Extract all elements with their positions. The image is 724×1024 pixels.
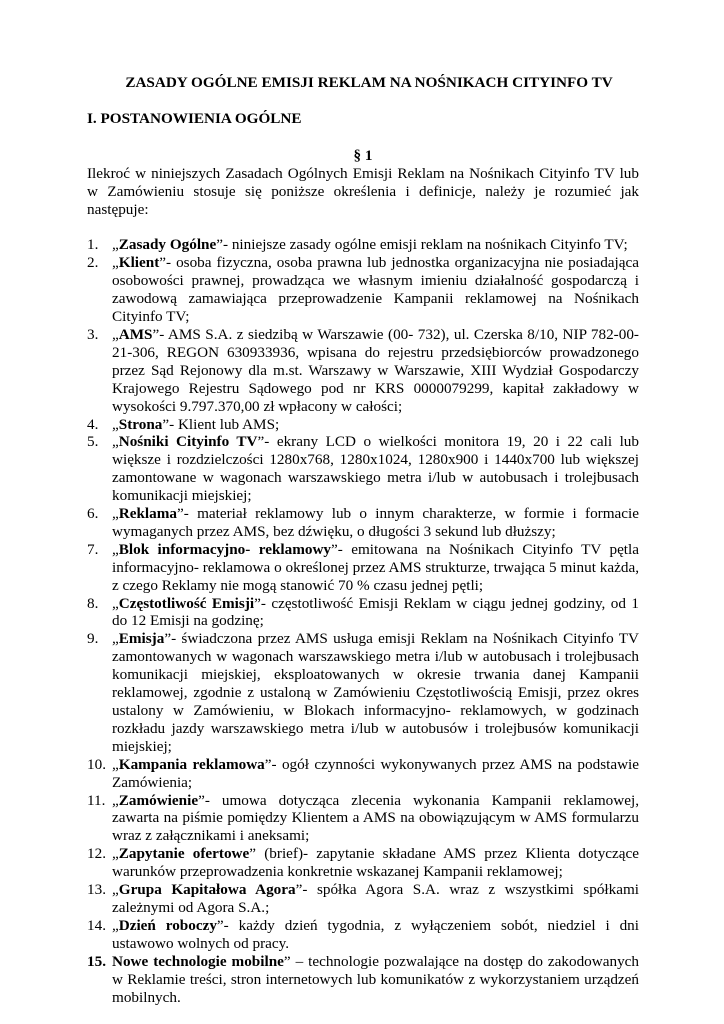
definition-number: 4. (87, 415, 99, 433)
definition-term: Zamówienie (118, 791, 199, 809)
definition-open-quote: „ (112, 325, 119, 343)
definition-item (87, 326, 639, 416)
section-title: I. POSTANOWIENIA OGÓLNE (87, 109, 302, 127)
definition-close-quote: ” (216, 236, 223, 254)
definition-item (87, 845, 639, 881)
definition-term: Zasady Ogólne (118, 236, 217, 254)
definition-item (87, 505, 639, 541)
definition-close-quote: ” (249, 845, 257, 863)
definition-number: 13. (87, 881, 106, 899)
definition-text: – technologie pozwalające na dostęp do zakodowanych w Reklamie treści, stron internetowych lub komunikatów z wykorzystaniem urządzeń mobilnych. (112, 952, 640, 1006)
definition-term: Emisja (118, 630, 165, 648)
definition-open-quote: „ (112, 540, 119, 558)
definition-term: Częstotliwość Emisji (118, 594, 255, 612)
definition-text: - materiał reklamowy lub o innym charakterze, w formie i formacie wymaganych przez AMS, bez dźwięku, o długości 3 sekund lub dłuższy; (112, 505, 639, 540)
definition-text: - niniejsze zasady ogólne emisji reklam na nośnikach Cityinfo TV; (222, 236, 628, 254)
definition-open-quote: „ (112, 755, 119, 773)
definition-open-quote: „ (112, 254, 119, 272)
definition-item (87, 416, 639, 434)
definition-text: - umowa dotycząca zlecenia wykonania Kampanii reklamowej, zawarta na piśmie pomiędzy Klientem a AMS na obowiązującym w AMS formularzu wraz z załącznikami i aneksami; (112, 791, 639, 845)
definition-open-quote: „ (112, 881, 119, 899)
definition-open-quote: „ (112, 630, 119, 648)
definition-close-quote: ”- (254, 594, 266, 612)
definition-term: Nowe technologie mobilne (112, 952, 284, 970)
definition-term: Nośniki Cityinfo TV (118, 433, 258, 451)
definition-text: - spółka Agora S.A. wraz z wszystkimi spółkami zależnymi od Agora S.A.; (112, 881, 639, 916)
definition-number: 7. (87, 540, 99, 558)
document-page (87, 74, 639, 1006)
definition-open-quote: „ (112, 433, 119, 451)
definition-close-quote: ” (331, 540, 338, 558)
definition-number: 6. (87, 505, 99, 523)
definition-number: 8. (87, 594, 99, 612)
definition-item (87, 792, 639, 846)
definition-text: (brief)- zapytanie składane AMS przez Klienta dotyczące warunków przeprowadzenia konkretnie wskazanej Kampanii reklamowej; (112, 845, 639, 881)
definition-term: Grupa Kapitałowa Agora (118, 881, 296, 899)
definition-term: Reklama (118, 505, 177, 523)
definition-number: 5. (87, 433, 99, 451)
definition-open-quote: „ (112, 505, 119, 523)
definition-close-quote: ” (283, 952, 291, 970)
definition-term: Strona (118, 415, 163, 433)
definition-number: 9. (87, 630, 99, 648)
definition-open-quote: „ (112, 415, 119, 433)
definition-number: 3. (87, 325, 99, 343)
intro-paragraph: Ilekroć w niniejszych Zasadach Ogólnych Emisji Reklam na Nośnikach Cityinfo TV lub w Zamówieniu stosuje się poniższe określenia i definicje, należy je rozumieć jak następuje: (87, 164, 639, 218)
definition-item (87, 953, 639, 1007)
definition-open-quote: „ (112, 916, 119, 934)
definition-close-quote: ” (159, 254, 166, 272)
definition-number: 10. (87, 755, 106, 773)
definition-text: - emitowana na Nośnikach Cityinfo TV pętla informacyjno- reklamowa o określonej przez AMS strukturze, trwająca 5 minut każda, z czego Reklamy nie mogą stanowić 70 % czasu jednej pętli; (112, 540, 639, 594)
definition-close-quote: ” (152, 325, 160, 343)
definition-item (87, 595, 639, 631)
definition-close-quote: ” (164, 630, 172, 648)
definition-term: Dzień roboczy (118, 916, 217, 934)
definition-text: - świadczona przez AMS usługa emisji Reklam na Nośnikach Cityinfo TV zamontowanych w wagonach warszawskiego metra i/lub w autobusach i trolejbusach komunikacji miejskiej, eksploatowanych w okresie trwania danej Kampanii reklamowej, zgodnie z ustaloną w Zamówieniu Częstotliwością Emisji, przez okres ustalony w Zamówieniu, w Blokach informacyjno- reklamowych, w godzinach rozkładu jazdy warszawskiego metra i/lub w autobusów i trolejbusów komunikacji miejskiej; (112, 630, 639, 755)
definition-item (87, 433, 639, 505)
definition-term: AMS (118, 325, 153, 343)
definition-close-quote: ”- (162, 415, 175, 433)
definition-term: Kampania reklamowa (118, 755, 265, 773)
definition-text: - każdy dzień tygodnia, z wyłączeniem sobót, niedziel i dni ustawowo wolnych od pracy. (112, 916, 639, 952)
definition-term: Blok informacyjno- reklamowy (118, 540, 332, 558)
definition-open-quote: „ (112, 594, 119, 612)
definition-text: częstotliwość Emisji Reklam w ciągu jednej godziny, od 1 do 12 Emisji na godzinę; (112, 594, 639, 630)
definition-item (87, 630, 639, 755)
definition-term: Klient (118, 254, 160, 272)
definition-number: 14. (87, 916, 106, 934)
definition-item (87, 881, 639, 917)
document-title: ZASADY OGÓLNE EMISJI REKLAM NA NOŚNIKACH CITYINFO TV (125, 74, 613, 91)
definition-close-quote: ” (264, 755, 272, 773)
definition-item (87, 917, 639, 953)
definition-number: 15. (87, 952, 106, 970)
definition-close-quote: ” (176, 505, 184, 523)
definition-number: 11. (87, 791, 106, 809)
definition-open-quote: „ (112, 845, 119, 863)
definition-text: Klient lub AMS; (174, 415, 280, 433)
definition-text: - ogół czynności wykonywanych przez AMS na podstawie Zamówienia; (112, 755, 639, 791)
definition-item (87, 541, 639, 595)
definition-close-quote: ” (216, 916, 224, 934)
definition-term: Zapytanie ofertowe (118, 845, 250, 863)
definition-text: - ekrany LCD o wielkości monitora 19, 20 i 22 cali lub większe i rozdzielczości 1280x768, 1280x1024, 1280x900 i 1440x700 lub większej zamontowane w wagonach warszawskiego metra i/lub w autobusach i trolejbusach komunikacji miejskiej; (112, 433, 639, 505)
paragraph-mark: § 1 (353, 146, 373, 164)
definition-close-quote: ” (257, 433, 265, 451)
definition-number: 1. (87, 236, 99, 254)
definitions-list (87, 236, 639, 1006)
definition-close-quote: ” (295, 881, 303, 899)
definition-item (87, 756, 639, 792)
definition-open-quote: „ (112, 236, 119, 254)
definition-item (87, 236, 639, 254)
definition-number: 12. (87, 845, 106, 863)
definition-close-quote: ” (198, 791, 205, 809)
definition-text: - osoba fizyczna, osoba prawna lub jednostka organizacyjna nie posiadająca osobowości prawnej, prowadząca we własnym imieniu działalność gospodarczą i zawodową zamawiająca przeprowadzenie Kampanii reklamowej na Nośnikach Cityinfo TV; (112, 254, 639, 326)
definition-item (87, 254, 639, 326)
definition-number: 2. (87, 254, 99, 272)
definition-text: - AMS S.A. z siedzibą w Warszawie (00- 732), ul. Czerska 8/10, NIP 782-00-21-306, REGON 630933936, wpisana do rejestru przedsiębiorców prowadzonego przez Sąd Rejonowy dla m.st. Warszawy w Warszawie, XIII Wydział Gospodarczy Krajowego Rejestru Sądowego pod nr KRS 0000079299, kapitał zakładowy w wysokości 9.797.370,00 zł wpłacony w całości; (112, 325, 639, 415)
definition-open-quote: „ (112, 791, 119, 809)
